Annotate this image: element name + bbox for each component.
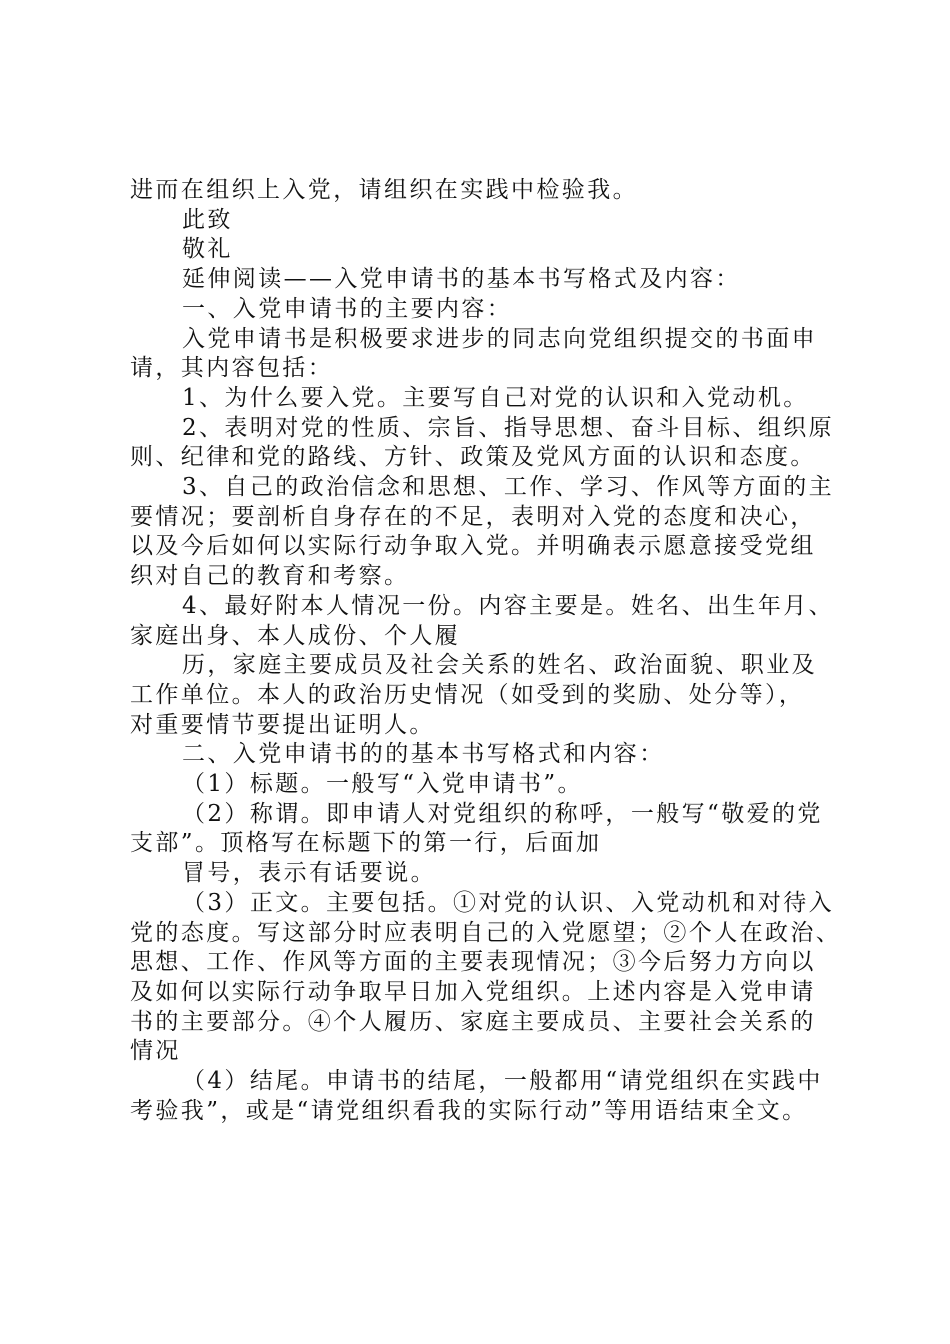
paragraph — [130, 235, 835, 265]
text-line: 4、最好附本人情况一份。内容主要是。姓名、出生年月、 — [182, 592, 835, 619]
paragraph — [130, 176, 835, 206]
paragraph — [130, 414, 835, 473]
paragraph — [130, 740, 835, 770]
text-line: 支部”。顶格写在标题下的第一行，后面加 — [130, 830, 602, 857]
paragraph — [130, 473, 835, 592]
paragraph — [130, 325, 835, 384]
paragraph — [130, 651, 835, 740]
paragraph — [130, 384, 835, 414]
paragraph — [130, 592, 835, 651]
text-line: 延伸阅读——入党申请书的基本书写格式及内容： — [182, 266, 741, 293]
text-line: 3、自己的政治信念和思想、工作、学习、作风等方面的主 — [182, 474, 835, 501]
paragraph — [130, 889, 842, 1067]
text-line: 进而在组织上入党，请组织在实践中检验我。 — [130, 177, 638, 203]
paragraph — [130, 800, 835, 859]
paragraph — [130, 859, 835, 889]
text-line: 二、入党申请书的的基本书写格式和内容： — [182, 741, 665, 768]
text-line: 家庭出身、本人成份、个人履 — [130, 622, 461, 649]
text-line: 书的主要部分。④个人履历、家庭主要成员、主要社会关系的 — [130, 1008, 816, 1035]
document-body — [130, 176, 842, 1127]
paragraph — [130, 265, 835, 295]
text-line: 入党申请书是积极要求进步的同志向党组织提交的书面申 — [182, 325, 817, 352]
text-line: 此致 — [182, 206, 233, 233]
text-line: 历，家庭主要成员及社会关系的姓名、政治面貌、职业及 — [182, 652, 817, 679]
text-line: 则、纪律和党的路线、方针、政策及党风方面的认识和态度。 — [130, 444, 816, 471]
text-line: 思想、工作、作风等方面的主要表现情况；③今后努力方向以 — [130, 949, 816, 976]
text-line: （1）标题。一般写“入党申请书”。 — [182, 771, 583, 798]
text-line: 考验我”，或是“请党组织看我的实际行动”等用语结束全文。 — [130, 1097, 808, 1124]
text-line: 党的态度。写这部分时应表明自己的入党愿望；②个人在政治、 — [130, 919, 842, 946]
text-line: 及如何以实际行动争取早日加入党组织。上述内容是入党申请 — [130, 978, 816, 1005]
text-line: （4）结尾。申请书的结尾，一般都用“请党组织在实践中 — [182, 1068, 823, 1095]
text-line: 1、为什么要入党。主要写自己对党的认识和入党动机。 — [182, 384, 809, 411]
text-line: 敬礼 — [182, 236, 233, 263]
text-line: 要情况；要剖析自身存在的不足，表明对入党的态度和决心， — [130, 503, 816, 530]
text-line: 织对自己的教育和考察。 — [130, 563, 410, 590]
text-line: 冒号，表示有话要说。 — [182, 860, 436, 887]
text-line: 请，其内容包括： — [130, 355, 334, 382]
text-line: 一、入党申请书的主要内容： — [182, 295, 513, 322]
paragraph — [130, 1067, 835, 1126]
text-line: 对重要情节要提出证明人。 — [130, 711, 435, 738]
paragraph — [130, 295, 835, 325]
text-line: 2、表明对党的性质、宗旨、指导思想、奋斗目标、组织原 — [182, 414, 835, 441]
text-line: 情况 — [130, 1038, 181, 1065]
text-line: 工作单位。本人的政治历史情况（如受到的奖励、处分等）， — [130, 681, 805, 708]
paragraph — [130, 206, 835, 236]
paragraph — [130, 770, 835, 800]
text-line: （3）正文。主要包括。①对党的认识、入党动机和对待入 — [182, 889, 835, 916]
text-line: （2）称谓。即申请人对党组织的称呼，一般写“敬爱的党 — [182, 800, 823, 827]
text-line: 以及今后如何以实际行动争取入党。并明确表示愿意接受党组 — [130, 533, 816, 560]
